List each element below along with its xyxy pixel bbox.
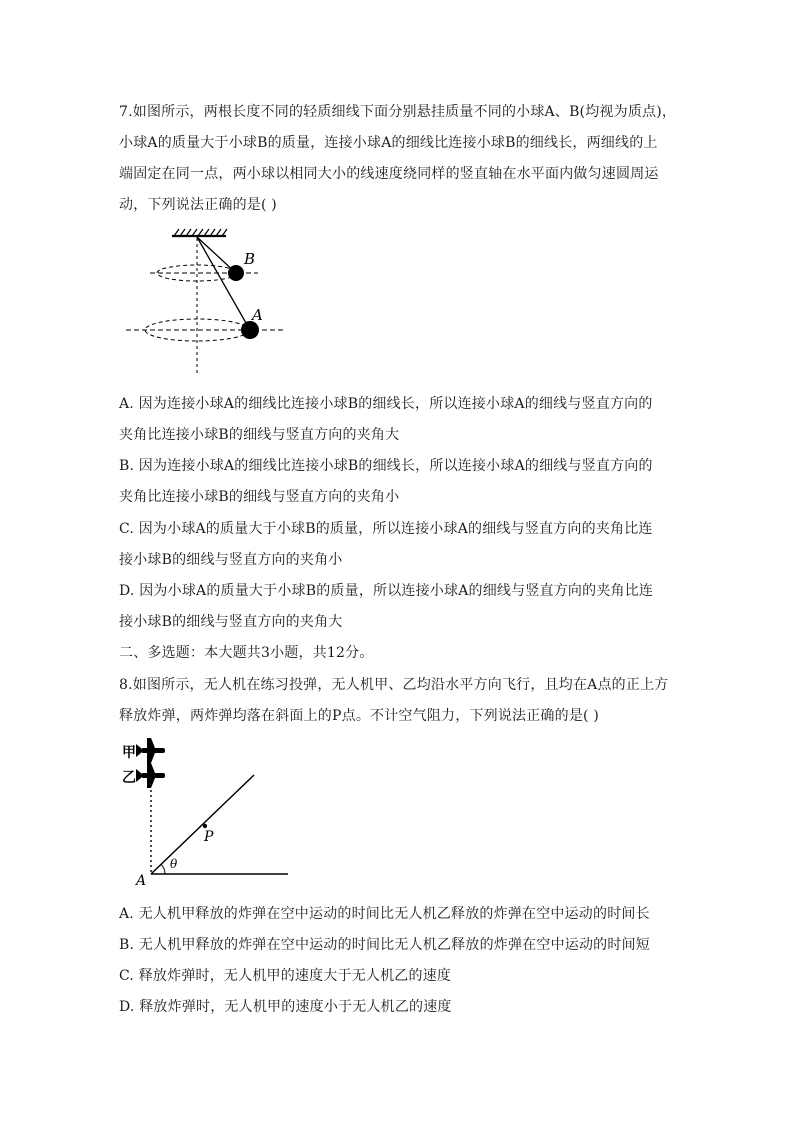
q7-option-a-line-2: 夹角比连接小球B的细线与竖直方向的夹角大 — [119, 427, 400, 443]
q8-option-d: D. 释放炸弹时，无人机甲的速度小于无人机乙的速度 — [119, 999, 452, 1015]
label-a-point: A — [136, 873, 147, 889]
label-yi: 乙 — [122, 770, 136, 786]
drone-jia-icon — [136, 738, 165, 763]
section-heading: 二、多选题：本大题共3小题，共12分。 — [119, 645, 374, 661]
label-a: A — [252, 306, 263, 324]
q8-option-b: B. 无人机甲释放的炸弹在空中运动的时间比无人机乙释放的炸弹在空中运动的时间短 — [119, 937, 650, 953]
q7-option-b-line-1: B. 因为连接小球A的细线比连接小球B的细线长，所以连接小球A的细线与竖直方向的 — [119, 458, 653, 474]
q8-figure-drone-incline — [118, 735, 298, 890]
label-jia: 甲 — [122, 745, 136, 761]
q8-option-c: C. 释放炸弹时，无人机甲的速度大于无人机乙的速度 — [119, 968, 452, 984]
q7-figure-conical-pendulum — [120, 224, 290, 376]
q7-option-d-line-1: D. 因为小球A的质量大于小球B的质量，所以连接小球A的细线与竖直方向的夹角比连 — [119, 583, 654, 599]
drone-yi-icon — [136, 763, 165, 788]
string-a — [197, 237, 250, 330]
point-p — [203, 824, 207, 828]
ball-b — [228, 265, 244, 281]
q7-option-d-line-2: 接小球B的细线与竖直方向的夹角大 — [119, 614, 343, 630]
q7-option-b-line-2: 夹角比连接小球B的细线与竖直方向的夹角小 — [119, 489, 400, 505]
q7-option-a-line-1: A. 因为连接小球A的细线比连接小球B的细线长，所以连接小球A的细线与竖直方向的 — [119, 396, 653, 412]
q7-stem-line-1: 7.如图所示，两根长度不同的轻质细线下面分别悬挂质量不同的小球A、B(均视为质点)， — [119, 104, 677, 120]
incline-line — [151, 775, 254, 874]
label-theta: θ — [170, 857, 178, 871]
q7-stem-line-2: 小球A的质量大于小球B的质量，连接小球A的细线比连接小球B的细线长，两细线的上 — [119, 135, 658, 151]
q7-option-c-line-1: C. 因为小球A的质量大于小球B的质量，所以连接小球A的细线与竖直方向的夹角比连 — [119, 521, 653, 537]
angle-arc — [161, 864, 165, 874]
q8-option-a: A. 无人机甲释放的炸弹在空中运动的时间比无人机乙释放的炸弹在空中运动的时间长 — [119, 906, 650, 922]
q8-stem-line-1: 8.如图所示，无人机在练习投弹，无人机甲、乙均沿水平方向飞行，且均在A点的正上方 — [119, 677, 669, 693]
q7-stem-line-4: 动，下列说法正确的是( ) — [119, 197, 277, 213]
q7-stem-line-3: 端固定在同一点，两小球以相同大小的线速度绕同样的竖直轴在水平面内做匀速圆周运 — [119, 166, 659, 182]
q8-stem-line-2: 释放炸弹，两炸弹均落在斜面上的P点。不计空气阻力，下列说法正确的是( ) — [119, 708, 599, 724]
label-p: P — [204, 829, 214, 845]
q7-option-c-line-2: 接小球B的细线与竖直方向的夹角小 — [119, 552, 343, 568]
label-b: B — [244, 250, 256, 268]
